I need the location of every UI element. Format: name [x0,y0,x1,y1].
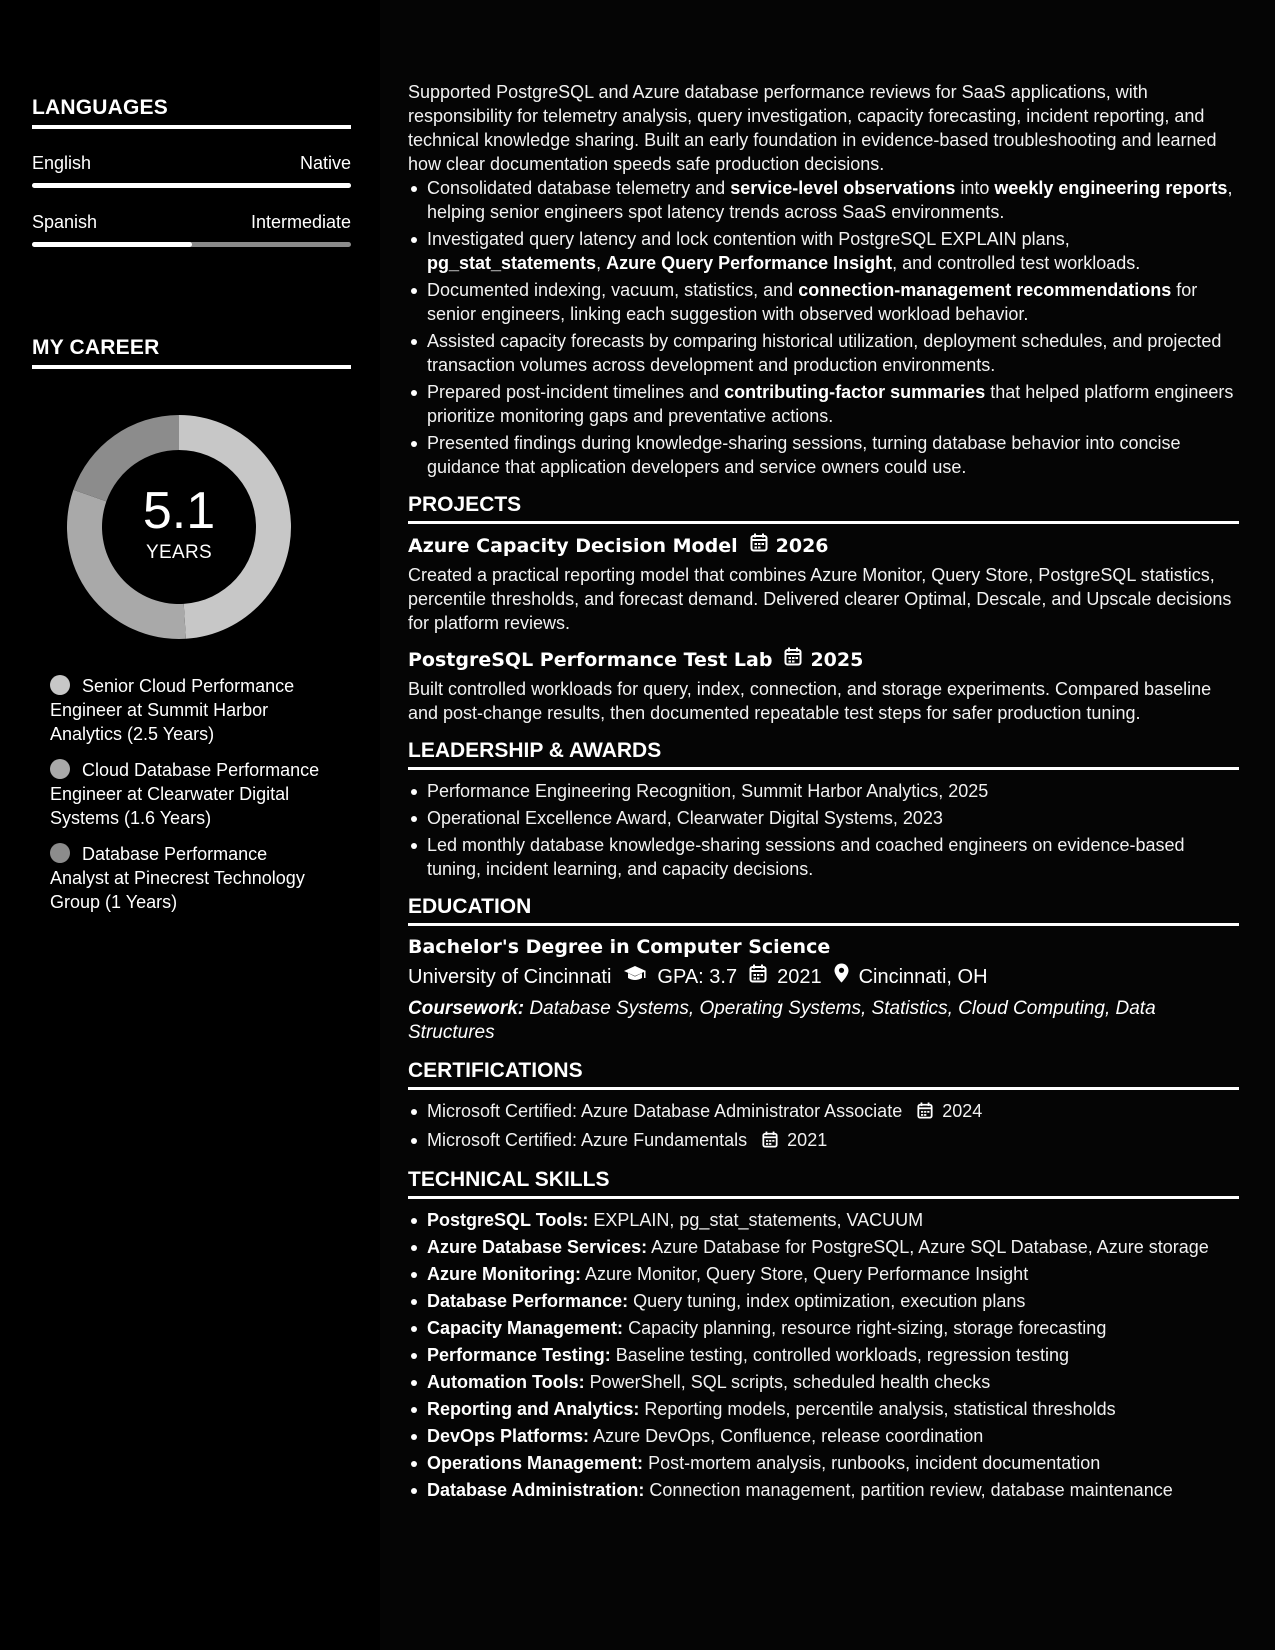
languages-section [32,96,351,247]
calendar-icon [917,1101,933,1125]
bullet-emphasis: weekly engineering reports [994,178,1228,198]
bullet-emphasis: connection-management recommendations [798,280,1172,300]
experience-bullet [408,278,1239,326]
skill-item [408,1451,1239,1475]
project-name: PostgreSQL Performance Test Lab [408,648,773,671]
education-coursework [408,997,1239,1045]
leadership-item: Operational Excellence Award, Clearwater Digital Systems, 2023 [408,806,1239,830]
experience-bullet [408,431,1239,479]
bullet-text: Presented findings during knowledge-sharing sessions, turning database behavior into concise guidance that application developers and service owners could use. [427,433,1181,477]
project-description: Built controlled workloads for query, index, connection, and storage experiments. Compared baseline and post-change results, then documented repeatable test steps for safer production tuning. [408,679,1212,723]
certification-name: Microsoft Certified: Azure Database Administrator Associate [427,1101,903,1121]
career-title: MY CAREER [32,336,351,369]
experience-bullet [408,329,1239,377]
language-name: Spanish [32,212,98,232]
certification-item [408,1099,1239,1125]
language-level: Native [299,153,351,173]
education-gpa: GPA: 3.7 [657,966,738,988]
bullet-text: for senior engineers, linking each suggestion with observed workload behavior. [427,280,1198,324]
calendar-icon [749,963,767,991]
leadership-item: Led monthly database knowledge-sharing sessions and coached engineers on evidence-based tuning, incident learning, and capacity decisions. [408,833,1239,881]
projects-section [408,493,1239,725]
skill-value: Azure DevOps, Confluence, release coordination [593,1426,984,1446]
skill-value: Query tuning, index optimization, execution plans [633,1291,1026,1311]
experience-summary: Supported PostgreSQL and Azure database performance reviews for SaaS applications, with responsibility for telemetry analysis, query investigation, capacity forecasting, incident reporting, and technical knowledge sharing. Built an early foundation in evidence-based troubleshooting and learned how clear documentation speeds safe production decisions. [408,82,1217,174]
skill-label: Azure Monitoring: [427,1264,581,1284]
languages-title: LANGUAGES [32,96,351,129]
skill-item [408,1478,1239,1502]
skill-label: Reporting and Analytics: [427,1399,640,1419]
coursework-list: Database Systems, Operating Systems, Statistics, Cloud Computing, Data Structures [408,998,1156,1043]
skill-item [408,1235,1239,1259]
skill-value: Connection management, partition review, database maintenance [649,1480,1173,1500]
career-donut-chart [66,414,292,640]
skill-label: Azure Database Services: [427,1237,648,1257]
bullet-text: Prepared post-incident timelines and [427,382,725,402]
bullet-text: Investigated query latency and lock contention with PostgreSQL EXPLAIN plans, [427,229,1070,249]
bullet-text: Documented indexing, vacuum, statistics, and [427,280,799,300]
skills-list [408,1208,1239,1502]
projects-title: PROJECTS [408,493,1239,524]
career-item-text: Cloud Database Performance Engineer at Clearwater Digital Systems (1.6 Years) [50,760,320,828]
project-item [408,647,1239,725]
skill-item [408,1424,1239,1448]
skill-label: Automation Tools: [427,1372,585,1392]
experience-bullet [408,227,1239,275]
calendar-icon [762,1130,778,1154]
language-proficiency-bar [32,183,351,188]
skill-value: PowerShell, SQL scripts, scheduled health checks [589,1372,991,1392]
career-total-value: 5.1 [142,482,216,540]
skill-item [408,1262,1239,1286]
skill-item [408,1397,1239,1421]
skills-section [408,1168,1239,1502]
career-list [50,674,330,926]
coursework-label: Coursework: [408,998,525,1019]
skill-label: PostgreSQL Tools: [427,1210,589,1230]
skill-item [408,1316,1239,1340]
career-item-text: Senior Cloud Performance Engineer at Summit Harbor Analytics (2.5 Years) [50,676,295,744]
language-level: Intermediate [250,212,351,232]
skills-title: TECHNICAL SKILLS [408,1168,1239,1199]
career-item [50,842,330,914]
certifications-title: CERTIFICATIONS [408,1059,1239,1090]
language-item-english [32,153,351,188]
career-item [50,758,330,830]
career-item [50,674,330,746]
skill-value: Azure Database for PostgreSQL, Azure SQL Database, Azure storage [651,1237,1209,1257]
education-year: 2021 [777,966,822,988]
project-year: 2025 [810,648,864,671]
location-pin-icon [834,963,849,991]
bullet-text: into [955,178,995,198]
career-dot-icon [50,675,70,695]
project-description: Created a practical reporting model that combines Azure Monitor, Query Store, PostgreSQL statistics, percentile thresholds, and forecast demand. Delivered clearer Optimal, Descale, and Upscale decisions for platform reviews. [408,565,1232,633]
bullet-emphasis: pg_stat_statements [427,253,597,273]
experience-bullets [408,176,1239,479]
language-item-spanish [32,212,351,247]
certification-item [408,1128,1239,1154]
certification-year: 2021 [787,1130,828,1150]
bullet-text: , and controlled test workloads. [892,253,1141,273]
skill-label: Database Performance: [427,1291,629,1311]
bullet-text: Assisted capacity forecasts by comparing historical utilization, deployment schedules, and projected transaction volumes across development and production environments. [427,331,1222,375]
experience-bullet [408,176,1239,224]
sidebar [0,0,380,1650]
calendar-icon [750,533,768,558]
skill-label: DevOps Platforms: [427,1426,590,1446]
career-item-text: Database Performance Analyst at Pinecrest Technology Group (1 Years) [50,844,305,912]
calendar-icon [784,647,802,672]
bullet-emphasis: service-level observations [730,178,956,198]
graduation-cap-icon [623,963,647,991]
skill-value: Reporting models, percentile analysis, statistical thresholds [644,1399,1116,1419]
language-proficiency-bar [32,242,351,247]
skill-item [408,1343,1239,1367]
project-year: 2026 [775,534,829,557]
education-degree: Bachelor's Degree in Computer Science [408,936,831,958]
leadership-section [408,739,1239,881]
project-item [408,533,1239,635]
bullet-emphasis: contributing-factor summaries [724,382,986,402]
certification-year: 2024 [942,1101,983,1121]
bullet-text: , helping senior engineers spot latency trends across SaaS environments. [427,178,1233,222]
career-dot-icon [50,759,70,779]
leadership-title: LEADERSHIP & AWARDS [408,739,1239,770]
bullet-text: , [596,253,607,273]
skill-label: Performance Testing: [427,1345,611,1365]
skill-value: Capacity planning, resource right-sizing, storage forecasting [628,1318,1107,1338]
skill-label: Operations Management: [427,1453,644,1473]
skill-value: EXPLAIN, pg_stat_statements, VACUUM [593,1210,924,1230]
skill-item [408,1370,1239,1394]
education-meta [408,963,1239,991]
language-proficiency-fill [32,183,351,188]
career-total-unit: YEARS [146,542,212,563]
bullet-emphasis: Azure Query Performance Insight [606,253,893,273]
experience-bullet [408,380,1239,428]
skill-label: Capacity Management: [427,1318,624,1338]
career-total [66,414,292,640]
skill-value: Post-mortem analysis, runbooks, incident documentation [648,1453,1101,1473]
career-dot-icon [50,843,70,863]
certification-name: Microsoft Certified: Azure Fundamentals [427,1130,748,1150]
main-content [380,0,1275,1650]
project-name: Azure Capacity Decision Model [408,534,738,557]
education-title: EDUCATION [408,895,1239,926]
skill-item [408,1208,1239,1232]
language-proficiency-fill [32,242,192,247]
skill-label: Database Administration: [427,1480,645,1500]
skill-item [408,1289,1239,1313]
skill-value: Baseline testing, controlled workloads, regression testing [615,1345,1069,1365]
certifications-list [408,1099,1239,1154]
language-name: English [32,153,92,173]
leadership-list [408,779,1239,881]
certifications-section [408,1059,1239,1154]
bullet-text: Consolidated database telemetry and [427,178,731,198]
education-location: Cincinnati, OH [858,966,988,988]
bullet-text: that helped platform engineers prioritize monitoring gaps and preventative actions. [427,382,1234,426]
education-school: University of Cincinnati [408,966,612,988]
experience-section [408,80,1239,479]
skill-value: Azure Monitor, Query Store, Query Performance Insight [585,1264,1029,1284]
leadership-item: Performance Engineering Recognition, Summit Harbor Analytics, 2025 [408,779,1239,803]
career-section [32,336,351,369]
education-section [408,895,1239,1045]
